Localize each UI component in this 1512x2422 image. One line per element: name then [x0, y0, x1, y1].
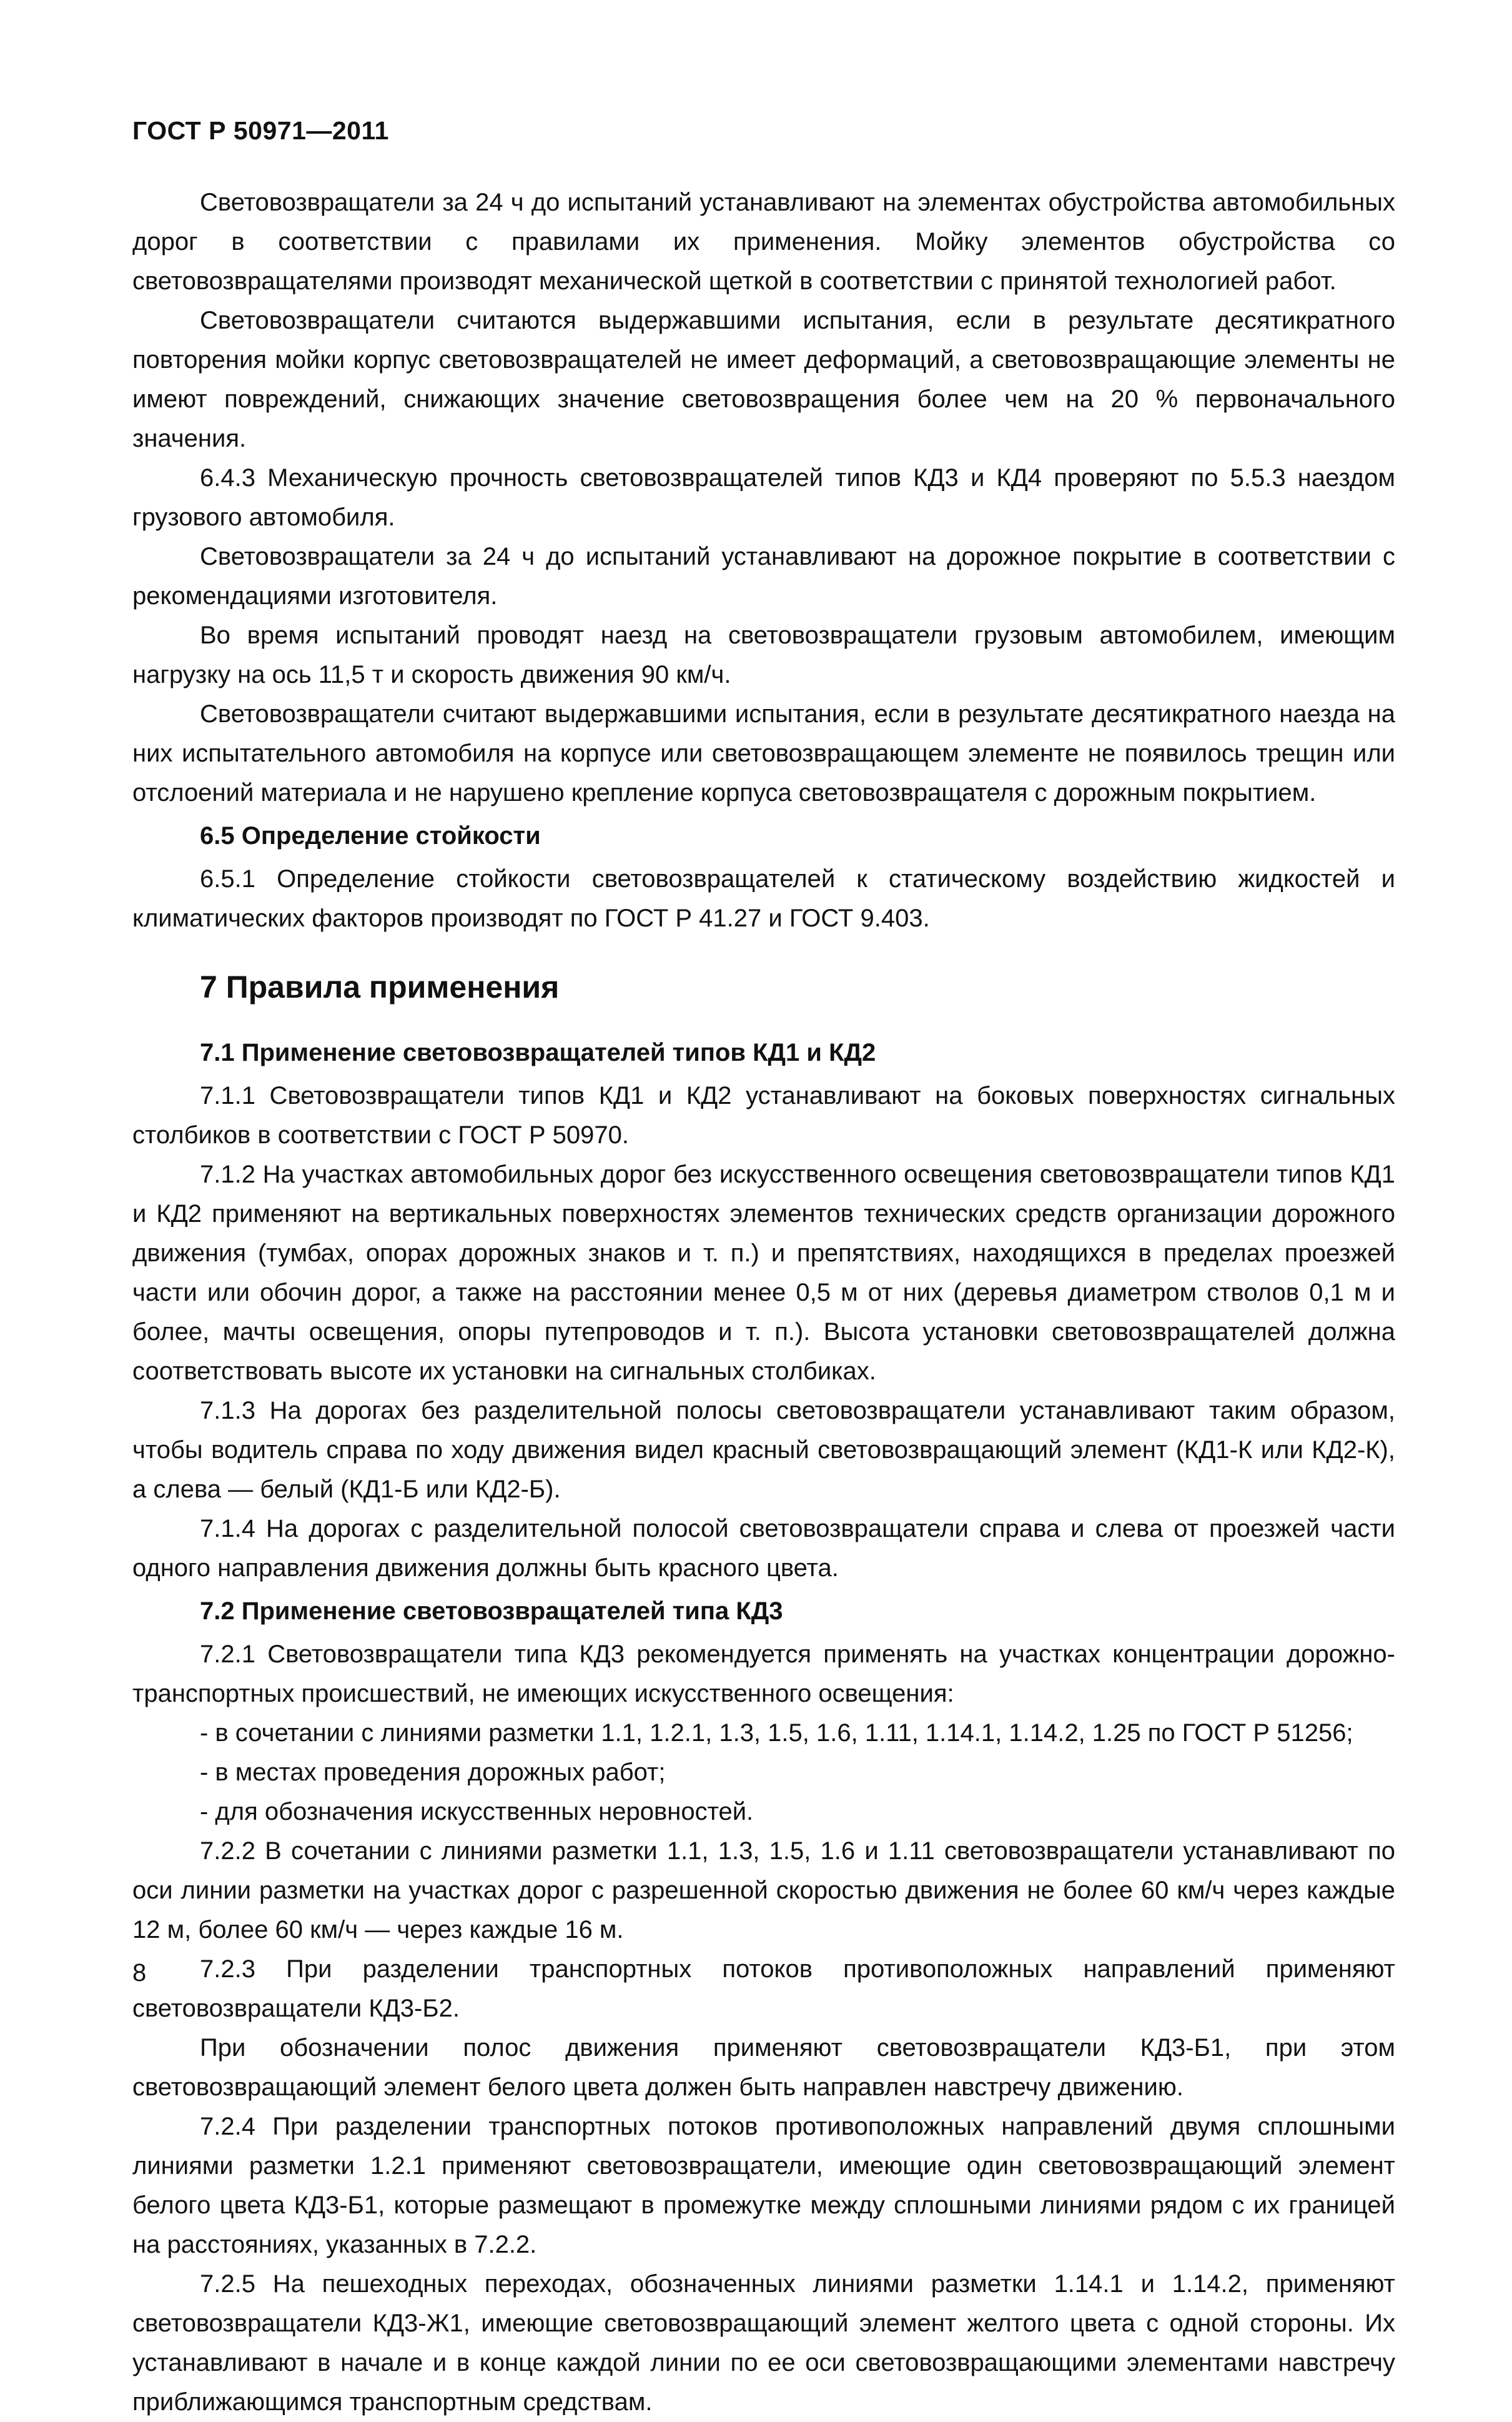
paragraph: 7.2.3 При разделении транспортных потоков противоположных направлений применяют световозвращатели КД3-Б2. — [132, 1955, 1395, 2022]
page-number: 8 — [132, 1959, 147, 1987]
paragraph: Световозвращатели за 24 ч до испытаний устанавливают на дорожное покрытие в соответствии с рекомендациями изготовителя. — [132, 543, 1395, 610]
paragraph: 7.2.5 На пешеходных переходах, обозначенных линиями разметки 1.14.1 и 1.14.2, применяют световозвращатели КД3-Ж1, имеющие световозвращающий элемент желтого цвета с одной стороны. Их устанавливают в начале и в конце каждой линии по ее оси световозвращающими элементами навстречу приближающимся транспортным средствам. — [132, 2270, 1395, 2416]
paragraph: 7.2.4 При разделении транспортных потоков противоположных направлений двумя сплошными линиями разметки 1.2.1 применяют световозвращатели, имеющие один световозвращающий элемент белого цвета КД3-Б1, которые размещают в промежутке между сплошными линиями рядом с их границей на расстояниях, указанных в 7.2.2. — [132, 2113, 1395, 2258]
document-header: ГОСТ Р 50971—2011 — [132, 116, 389, 145]
paragraph: Световозвращатели считаются выдержавшими испытания, если в результате десятикратного повторения мойки корпус световозвращателей не имеет деформаций, а световозвращающие элементы не имеют повреждений, снижающих значение световозвращения более чем на 20 % первоначального значения. — [132, 307, 1395, 452]
section-heading-6-5: 6.5 Определение стойкости — [200, 822, 541, 850]
paragraph: Световозвращатели за 24 ч до испытаний устанавливают на элементах обустройства автомобильных дорог в соответствии с правилами их применения. Мойку элементов обустройства со световозвращателями производят механической щеткой в соответствии с принятой технологией работ. — [132, 189, 1395, 295]
paragraph: 7.1.1 Световозвращатели типов КД1 и КД2 устанавливают на боковых поверхностях сигнальных столбиков в соответствии с ГОСТ Р 50970. — [132, 1082, 1395, 1149]
section-heading-7-2: 7.2 Применение световозвращателей типа КД3 — [200, 1597, 783, 1625]
paragraph: 7.1.2 На участках автомобильных дорог без искусственного освещения световозвращатели типов КД1 и КД2 применяют на вертикальных поверхностях элементов технических средств организации дорожного движения (тумбах, опорах дорожных знаков и т. п.) и препятствиях, находящихся в пределах проезжей части или обочин дорог, а также на расстоянии менее 0,5 м от них (деревья диаметром стволов 0,1 м и более, мачты освещения, опоры путепроводов и т. п.). Высота установки световозвращателей должна соответствовать высоте их установки на сигнальных столбиках. — [132, 1161, 1395, 1385]
document-body — [132, 183, 1395, 2422]
list-item: - в сочетании с линиями разметки 1.1, 1.2.1, 1.3, 1.5, 1.6, 1.11, 1.14.1, 1.14.2, 1.25 по ГОСТ Р 51256; — [200, 1719, 1353, 1747]
paragraph: 7.2.1 Световозвращатели типа КД3 рекомендуется применять на участках концентрации дорожно-транспортных происшествий, не имеющих искусственного освещения: — [132, 1640, 1395, 1707]
paragraph: 7.1.4 На дорогах с разделительной полосой световозвращатели справа и слева от проезжей части одного направления движения должны быть красного цвета. — [132, 1515, 1395, 1582]
paragraph: 6.4.3 Механическую прочность световозвращателей типов КД3 и КД4 проверяют по 5.5.3 наездом грузового автомобиля. — [132, 464, 1395, 531]
paragraph: 7.1.3 На дорогах без разделительной полосы световозвращатели устанавливают таким образом, чтобы водитель справа по ходу движения видел красный световозвращающий элемент (КД1-К или КД2-К), а слева — белый (КД1-Б или КД2-Б). — [132, 1397, 1395, 1503]
section-heading-7-1: 7.1 Применение световозвращателей типов КД1 и КД2 — [200, 1039, 876, 1066]
paragraph: При обозначении полос движения применяют световозвращатели КД3-Б1, при этом световозвращающий элемент белого цвета должен быть направлен навстречу движению. — [132, 2034, 1395, 2101]
paragraph: 6.5.1 Определение стойкости световозвращателей к статическому воздействию жидкостей и климатических факторов производят по ГОСТ Р 41.27 и ГОСТ 9.403. — [132, 865, 1395, 932]
list-item: - для обозначения искусственных неровностей. — [200, 1798, 754, 1825]
paragraph: Световозвращатели считают выдержавшими испытания, если в результате десятикратного наезда на них испытательного автомобиля на корпусе или световозвращающем элементе не появилось трещин или отслоений материала и не нарушено крепление корпуса световозвращателя с дорожным покрытием. — [132, 700, 1395, 807]
paragraph: 7.2.2 В сочетании с линиями разметки 1.1, 1.3, 1.5, 1.6 и 1.11 световозвращатели устанавливают по оси линии разметки на участках дорог с разрешенной скоростью движения не более 60 км/ч через каждые 12 м, более 60 км/ч — через каждые 16 м. — [132, 1837, 1395, 1943]
paragraph: Во время испытаний проводят наезд на световозвращатели грузовым автомобилем, имеющим нагрузку на ось 11,5 т и скорость движения 90 км/ч. — [132, 622, 1395, 688]
section-heading-7: 7 Правила применения — [200, 970, 560, 1005]
list-item: - в местах проведения дорожных работ; — [200, 1759, 666, 1786]
